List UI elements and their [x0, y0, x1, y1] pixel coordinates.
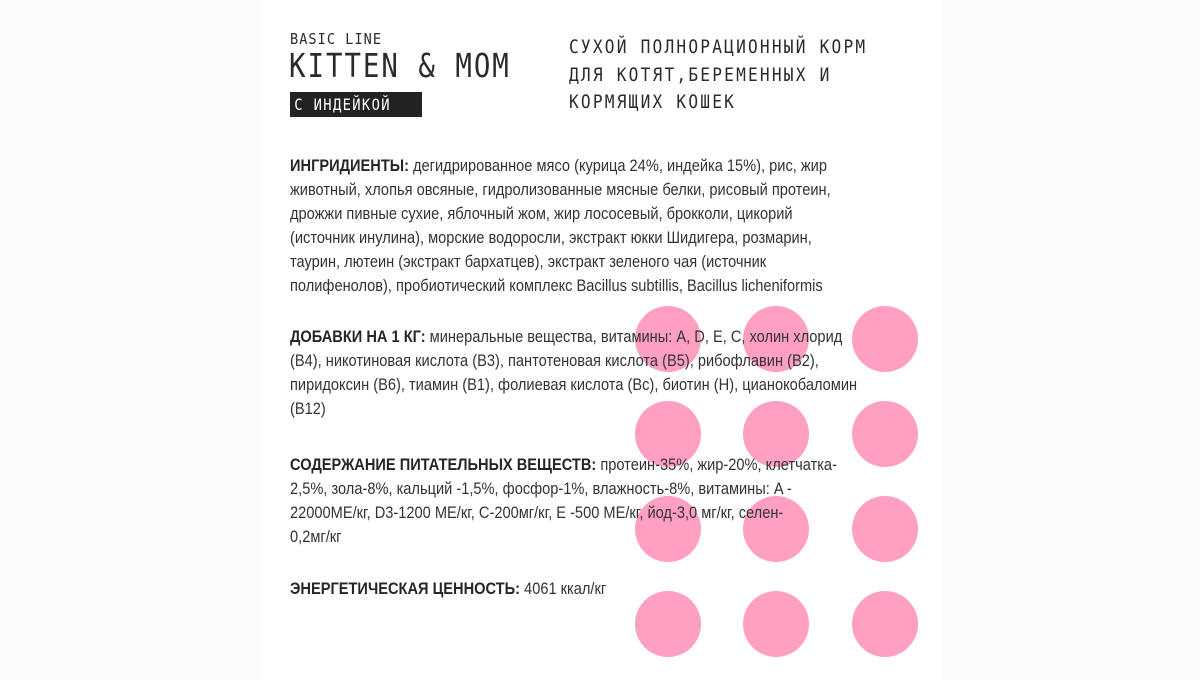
product-description — [569, 34, 867, 117]
additives-first-line — [290, 325, 857, 349]
ingredients-text: таурин, лютеин (экстракт бархатцев), экстракт зеленого чая (источник — [290, 252, 767, 271]
additives-text: минеральные вещества, витамины: A, D, E, C, холин хлорид — [425, 327, 843, 346]
flavor-badge-text: С ИНДЕЙКОЙ — [294, 95, 391, 114]
additives-text: пиридоксин (B6), тиамин (B1), фолиевая кислота (Bc), биотин (H), цианокобаломин — [290, 375, 858, 394]
nutrients-section — [290, 453, 837, 549]
ingredients-section — [290, 154, 831, 298]
product-title: KITTEN & MOM — [289, 46, 511, 85]
nutrients-first-line — [290, 453, 837, 477]
additives-text: (B4), никотиновая кислота (B3), пантотеновая кислота (B5), рибофлавин (B2), — [290, 351, 819, 370]
ingredients-text: дегидрированное мясо (курица 24%, индейка 15%), рис, жир — [408, 156, 827, 175]
ingredients-text: животный, хлопья овсяные, гидролизованные мясные белки, рисовый протеин, — [290, 180, 831, 199]
energy-line — [290, 577, 606, 601]
energy-section — [290, 577, 606, 601]
ingredients-text: дрожжи пивные сухие, яблочный жом, жир лососевый, брокколи, цикорий — [290, 204, 793, 223]
nutrients-text: 22000МЕ/кг, D3-1200 МЕ/кг, С-200мг/кг, Е -500 МЕ/кг, йод-3,0 мг/кг, селен- — [290, 503, 784, 522]
description-line: КОРМЯЩИХ КОШЕК — [569, 91, 737, 113]
additives-section — [290, 325, 857, 421]
ingredients-label: ИНГРИДИЕНТЫ: — [290, 156, 409, 175]
flavor-badge — [290, 92, 422, 117]
description-line: СУХОЙ ПОЛНОРАЦИОННЫЙ КОРМ — [569, 36, 868, 58]
product-line-name: BASIC LINE — [290, 30, 383, 48]
description-line: ДЛЯ КОТЯТ,БЕРЕМЕННЫХ И — [569, 63, 832, 86]
nutrients-text: 2,5%, зола-8%, кальций -1,5%, фосфор-1%, влажность-8%, витамины: A - — [290, 479, 792, 498]
ingredients-text: (источник инулина), морские водоросли, экстракт юкки Шидигера, розмарин, — [290, 228, 812, 247]
ingredients-first-line — [290, 154, 831, 178]
nutrients-label: СОДЕРЖАНИЕ ПИТАТЕЛЬНЫХ ВЕЩЕСТВ: — [290, 455, 597, 474]
additives-text: (B12) — [290, 399, 326, 418]
additives-label: ДОБАВКИ НА 1 КГ: — [290, 327, 426, 346]
nutrients-text: 0,2мг/кг — [290, 527, 342, 546]
energy-value: 4061 ккал/кг — [519, 579, 607, 598]
ingredients-text: полифенолов), пробиотический комплекс Bacillus subtillis, Bacillus licheniformis — [290, 276, 823, 295]
nutrients-text: протеин-35%, жир-20%, клетчатка- — [596, 455, 837, 474]
energy-label: ЭНЕРГЕТИЧЕСКАЯ ЦЕННОСТЬ: — [290, 579, 520, 598]
